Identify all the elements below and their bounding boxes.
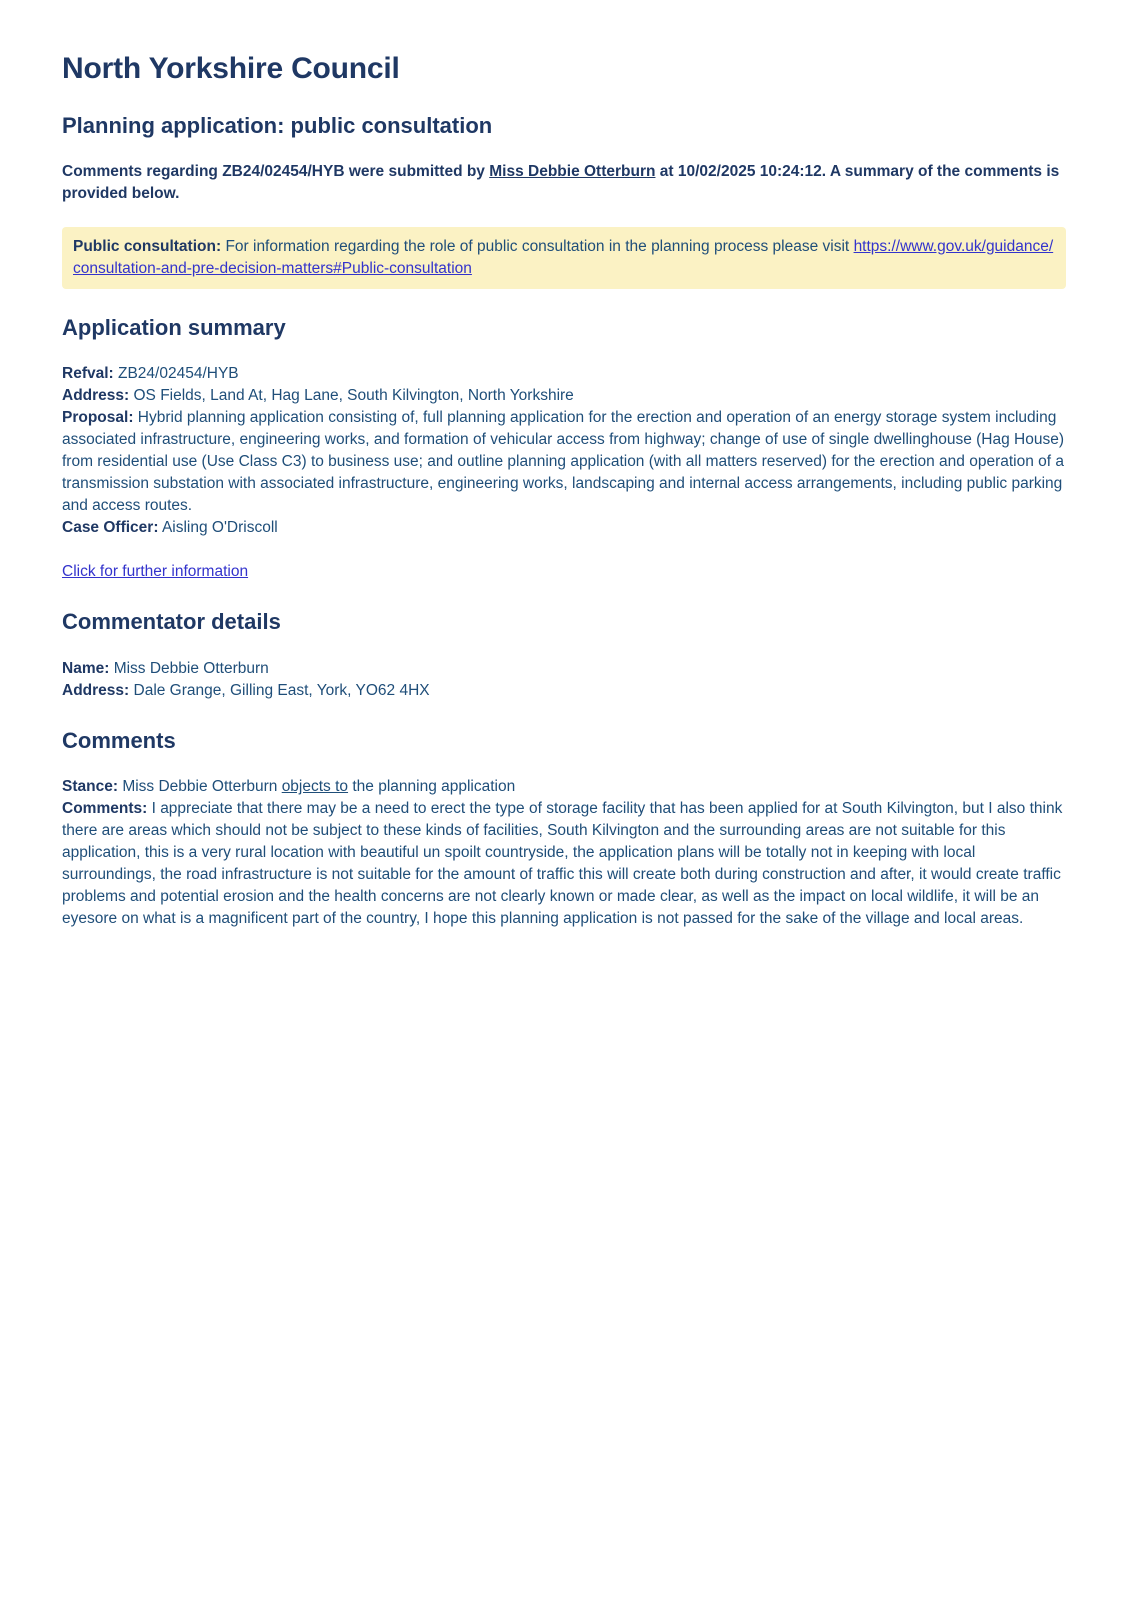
commentator-address-label: Address:: [62, 681, 130, 699]
comments-body: [62, 776, 1066, 930]
comments-text: I appreciate that there may be a need to erect the type of storage facility that has been applied for at South Kilvington, but I also think there are areas which should not be subject to these kinds of facilities, South Kilvington and the surrounding areas are not suitable for this application, this is a very rural location with beautiful un spoilt countryside, the application plans will be totally not in keeping with local surroundings, the road infrastructure is not suitable for the amount of traffic this will create both during construction and after, it would create traffic problems and potential erosion and the health concerns are not clearly known or made clear, as well as the impact on local wildlife, it will be an eyesore on what is a magnificent part of the country, I hope this planning application is not passed for the sake of the village and local areas.: [62, 800, 1063, 928]
name-label: Name:: [62, 659, 110, 677]
gov-uk-guidance-link[interactable]: https://www.gov.uk/guidance/consultation-and-pre-decision-matters#Public-consultation: [73, 237, 1054, 277]
stance-text-before: Miss Debbie Otterburn: [122, 778, 278, 796]
section-heading-application-summary: Application summary: [62, 314, 286, 340]
page-title: North Yorkshire Council: [62, 52, 400, 85]
submitter-link[interactable]: Miss Debbie Otterburn: [489, 162, 656, 180]
stance-text-after: the planning application: [352, 778, 516, 796]
further-information-link[interactable]: Click for further information: [62, 563, 249, 581]
intro-text-before: Comments regarding ZB24/02454/HYB were submitted by: [62, 162, 485, 180]
commentator-details-body: [62, 658, 1066, 702]
proposal-label: Proposal:: [62, 409, 134, 427]
section-heading-commentator-details: Commentator details: [62, 609, 281, 635]
commentator-address-value: Dale Grange, Gilling East, York, YO62 4HX: [133, 681, 430, 699]
refval-value: ZB24/02454/HYB: [118, 365, 239, 383]
stance-label: Stance:: [62, 778, 118, 796]
name-value: Miss Debbie Otterburn: [113, 659, 269, 677]
site-address-label: Address:: [62, 387, 130, 405]
objects-to-link[interactable]: objects to: [281, 778, 349, 796]
further-info-paragraph: [62, 561, 1066, 583]
section-heading-comments: Comments: [62, 727, 176, 753]
subtitle-public-consultation: Planning application: public consultation: [62, 112, 493, 138]
refval-label: Refval:: [62, 365, 114, 383]
comments-label: Comments:: [62, 800, 148, 818]
notice-label: Public consultation:: [73, 237, 222, 255]
application-summary-body: [62, 363, 1066, 539]
notice-text: For information regarding the role of public consultation in the planning process please visit: [225, 237, 850, 255]
site-address-value: OS Fields, Land At, Hag Lane, South Kilvington, North Yorkshire: [133, 387, 574, 405]
intro-text-after: at 10/02/2025 10:24:12. A summary of the comments is provided below.: [62, 162, 1060, 202]
intro-paragraph: [62, 161, 1066, 205]
case-officer-label: Case Officer:: [62, 519, 159, 537]
public-consultation-notice: [62, 227, 1066, 289]
proposal-value: Hybrid planning application consisting of, full planning application for the erection and operation of an energy storage system including associated infrastructure, engineering works, and formation of vehicular access from highway; change of use of single dwellinghouse (Hag House) from residential use (Use Class C3) to business use; and outline planning application (with all matters reserved) for the erection and operation of a transmission substation with associated infrastructure, engineering works, landscaping and internal access arrangements, including public parking and access routes.: [62, 409, 1065, 515]
case-officer-value: Aisling O'Driscoll: [161, 519, 278, 537]
